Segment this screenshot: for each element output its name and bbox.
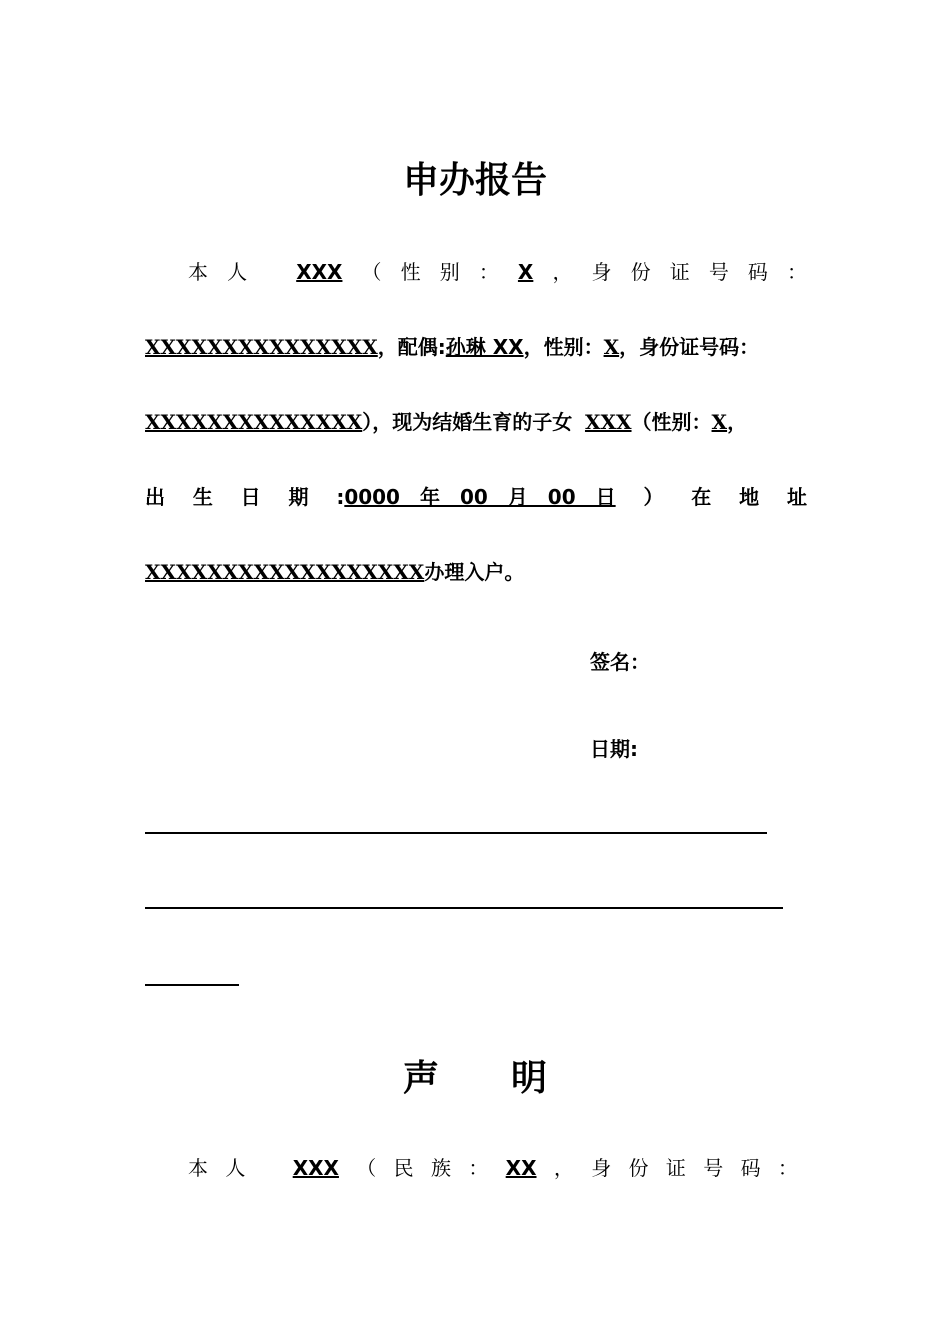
report-title: 申办报告 xyxy=(402,160,547,201)
report-line-3 xyxy=(145,408,807,436)
text-ma: 码 xyxy=(740,1156,761,1180)
applicant-sex: X xyxy=(517,260,534,284)
text-colon-end: ： xyxy=(787,260,807,284)
separator-line-1 xyxy=(145,832,767,834)
text-ma: 码 xyxy=(747,260,768,284)
text-paren: （ xyxy=(356,1156,377,1180)
text-child-sex-label: （性别： xyxy=(631,410,712,434)
child-name: XXX xyxy=(584,410,632,434)
text-colon: ： xyxy=(468,1156,489,1180)
text-zai: 在 xyxy=(691,485,712,509)
text-close-paren: ） xyxy=(643,485,664,509)
text-zheng: 证 xyxy=(665,1156,686,1180)
text-ren: 人 xyxy=(225,1156,246,1180)
text-paren: （ xyxy=(361,260,382,284)
text-shen: 身 xyxy=(591,260,612,284)
text-ben: 本 xyxy=(188,260,208,284)
date-label: 日期: xyxy=(590,737,638,761)
text-zu: 族 xyxy=(430,1156,451,1180)
text-child-label: ），现为结婚生育的子女 xyxy=(362,410,573,434)
declaration-line-1 xyxy=(188,1154,798,1182)
report-line-5 xyxy=(145,558,807,586)
text-zheng: 证 xyxy=(669,260,690,284)
declaration-title: 声 明 xyxy=(402,1058,547,1099)
text-ren: 人 xyxy=(227,260,248,284)
applicant-name: XXX xyxy=(296,260,343,284)
text-spouse-sex-label: ，性别： xyxy=(523,335,604,359)
text-comma: ， xyxy=(552,260,573,284)
child-sex: X xyxy=(711,410,728,434)
text-di: 地 xyxy=(739,485,760,509)
text-zhi: 址 xyxy=(786,485,807,509)
text-xing: 性 xyxy=(400,260,421,284)
text-colon: : xyxy=(336,485,345,509)
spouse-name: 孙琳 XX xyxy=(445,335,524,359)
text-min: 民 xyxy=(393,1156,414,1180)
child-birth-date: 0000 年 00 月 00 日 xyxy=(344,485,616,509)
text-colon: ： xyxy=(478,260,499,284)
text-bie: 别 xyxy=(439,260,460,284)
address: XXXXXXXXXXXXXXXXXX xyxy=(145,560,425,584)
report-line-2 xyxy=(145,333,807,361)
text-qi: 期 xyxy=(288,485,309,509)
text-spouse-id-label: ，身份证号码： xyxy=(619,335,760,359)
separator-line-2 xyxy=(145,907,783,909)
report-line-1 xyxy=(188,258,807,286)
text-register: 办理入户。 xyxy=(424,560,525,584)
spouse-sex: X xyxy=(603,335,620,359)
text-fen: 份 xyxy=(628,1156,649,1180)
text-spouse-label: ，配偶: xyxy=(377,335,446,359)
report-line-4 xyxy=(145,483,807,511)
text-comma: ， xyxy=(727,410,748,434)
text-shen: 身 xyxy=(591,1156,612,1180)
signature-label: 签名： xyxy=(590,650,650,674)
text-fen: 份 xyxy=(630,260,651,284)
declarant-name: XXX xyxy=(292,1156,339,1180)
text-hao: 号 xyxy=(708,260,729,284)
applicant-id-number: XXXXXXXXXXXXXXX xyxy=(145,335,378,359)
text-ri: 日 xyxy=(240,485,261,509)
text-hao: 号 xyxy=(703,1156,724,1180)
text-sheng: 生 xyxy=(192,485,213,509)
text-comma: ， xyxy=(553,1156,574,1180)
separator-line-3 xyxy=(145,984,239,986)
spouse-id-number: XXXXXXXXXXXXXX xyxy=(145,410,363,434)
text-ben: 本 xyxy=(188,1156,208,1180)
text-colon-end: ： xyxy=(777,1156,798,1180)
declarant-ethnicity: XX xyxy=(505,1156,537,1180)
text-chu: 出 xyxy=(145,485,165,509)
